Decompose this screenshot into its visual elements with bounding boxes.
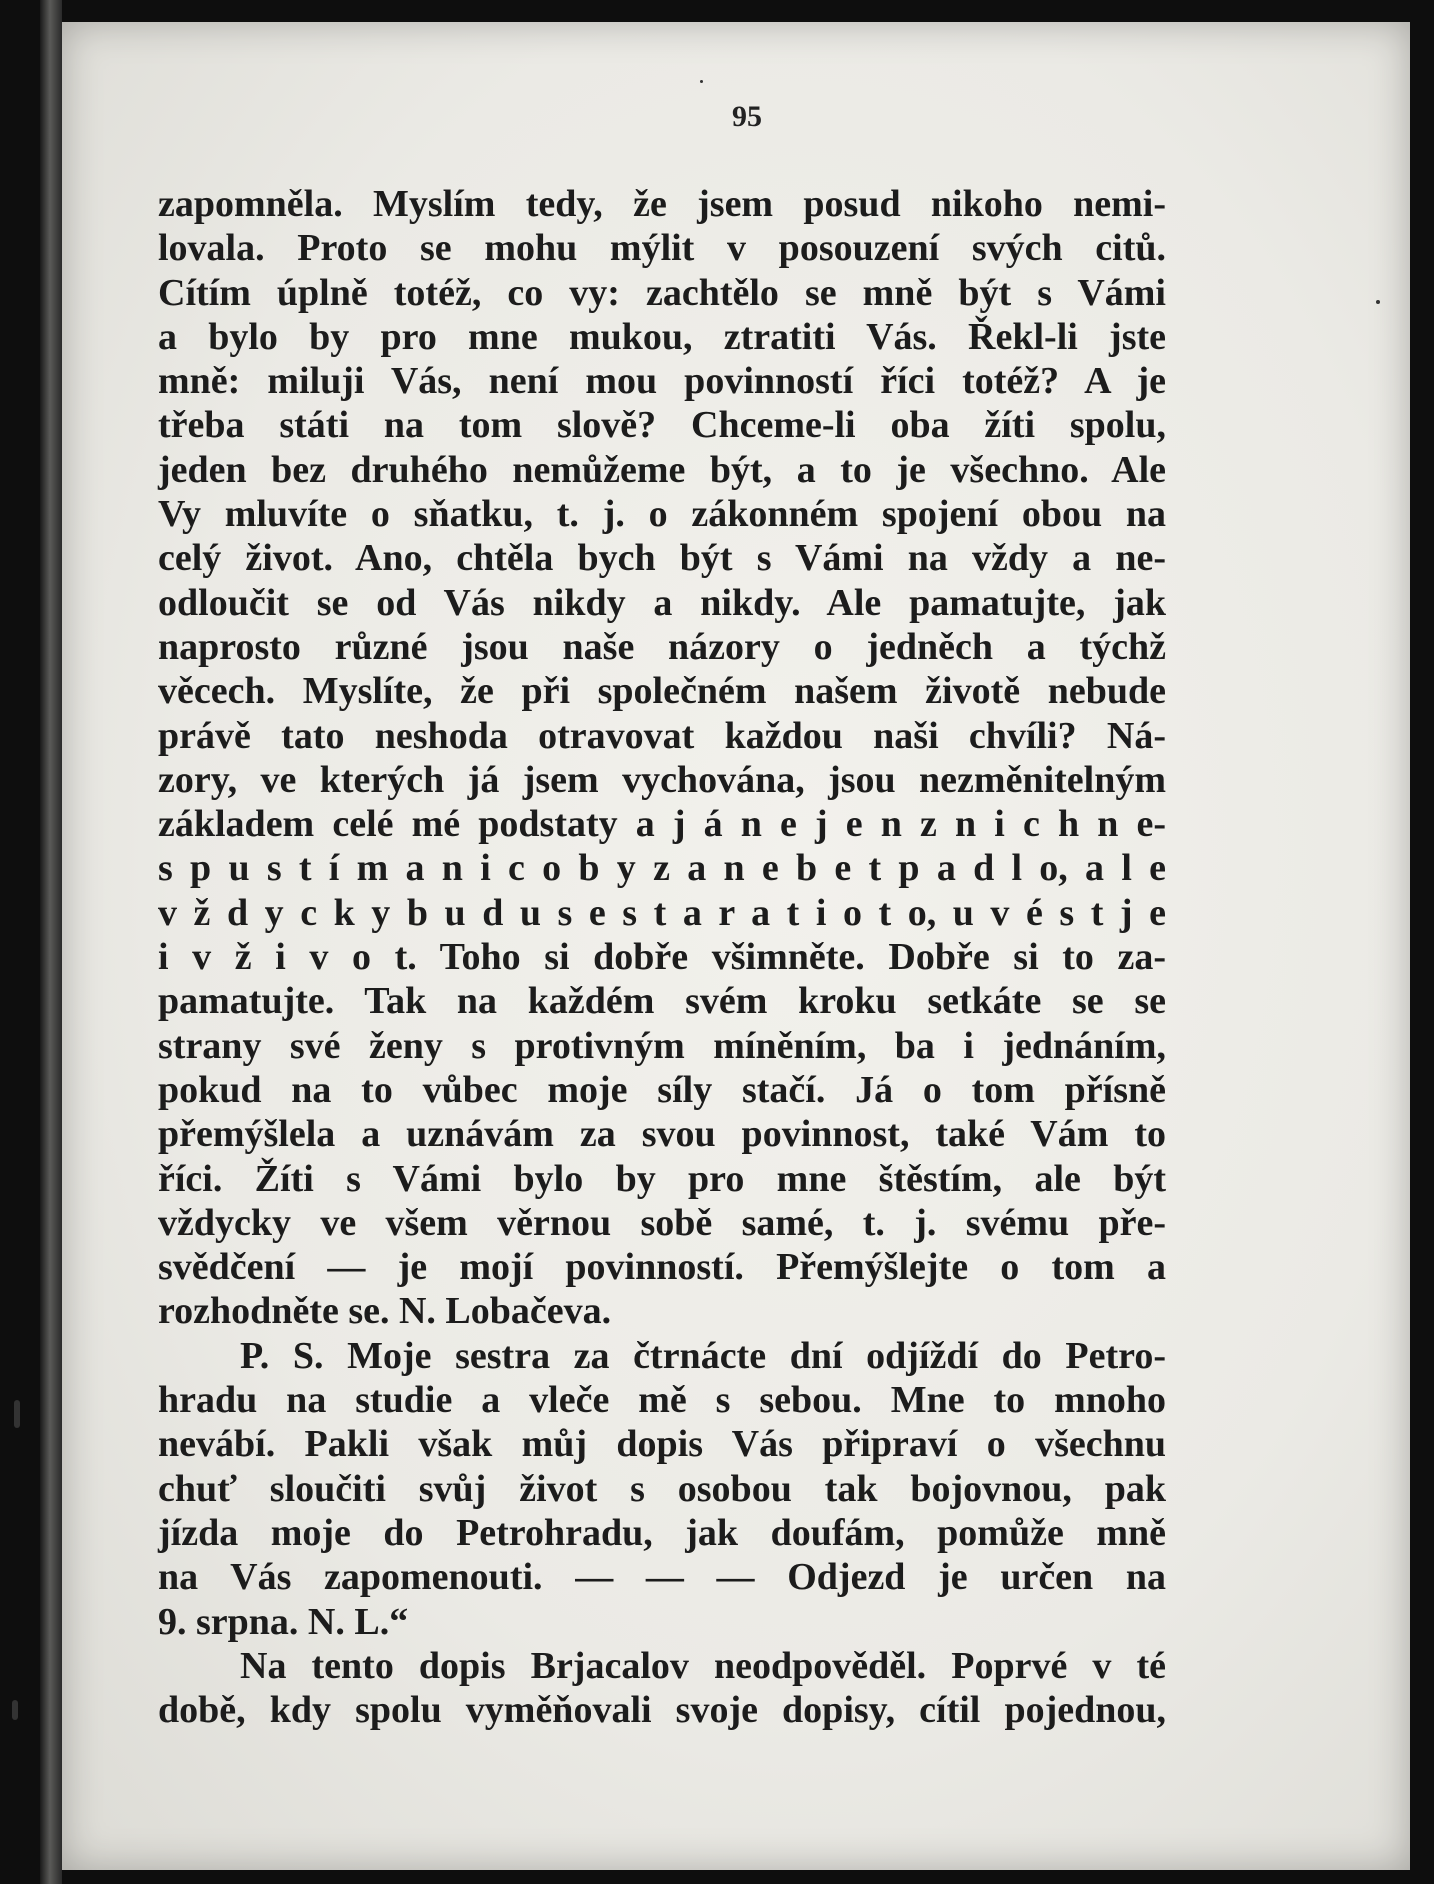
text-line: Na tento dopis Brjacalov neodpověděl. Poprvé v té (240, 1644, 1166, 1687)
ink-speck (14, 1400, 20, 1428)
text-line: 9. srpna. N. L.“ (158, 1600, 409, 1643)
text-line: chuť sloučiti svůj život s osobou tak bojovnou, pak (158, 1467, 1166, 1510)
text-line: P. S. Moje sestra za čtrnácte dní odjíždí do Petro- (240, 1334, 1166, 1377)
ink-speck (12, 1700, 18, 1720)
text-line: přemýšlela a uznávám za svou povinnost, také Vám to (158, 1113, 1166, 1156)
text-line: mně: miluji Vás, není mou povinností říci totéž? A je (158, 360, 1166, 403)
text-line: s p u s t í m a n i c o b y z a n e b e t p a d l o, a l e (158, 847, 1166, 890)
text-line: jeden bez druhého nemůžeme být, a to je všechno. Ale (158, 448, 1166, 491)
text-line: svědčení — je mojí povinností. Přemýšlejte o tom a (158, 1246, 1166, 1289)
text-line: Cítím úplně totéž, co vy: zachtělo se mně být s Vámi (158, 271, 1166, 314)
ink-speck (1376, 300, 1380, 304)
text-line: lovala. Proto se mohu mýlit v posouzení svých citů. (158, 227, 1166, 270)
ink-speck (700, 80, 703, 83)
text-line: i v ž i v o t. Toho si dobře všimněte. Dobře si to za- (158, 936, 1166, 979)
text-line: říci. Žíti s Vámi bylo by pro mne štěstím, ale být (158, 1157, 1166, 1200)
page-number: 95 (732, 100, 762, 133)
text-line: době, kdy spolu vyměňovali svoje dopisy, cítil pojednou, (158, 1689, 1166, 1732)
book-gutter (40, 0, 62, 1884)
text-line: na Vás zapomenouti. — — — Odjezd je určen na (158, 1556, 1166, 1599)
text-line: naprosto různé jsou naše názory o jedněch a týchž (158, 625, 1166, 668)
text-line: v ž d y c k y b u d u s e s t a r a t i o t o, u v é s t j e (158, 891, 1166, 934)
text-line: pokud na to vůbec moje síly stačí. Já o tom přísně (158, 1068, 1166, 1111)
text-line: rozhodněte se. N. Lobačeva. (158, 1290, 612, 1333)
text-line: pamatujte. Tak na každém svém kroku setkáte se se (158, 980, 1166, 1023)
text-line: vždycky ve všem věrnou sobě samé, t. j. svému pře- (158, 1201, 1166, 1244)
text-line: věcech. Myslíte, že při společném našem životě nebude (158, 670, 1166, 713)
text-line: základem celé mé podstaty a j á n e j e n z n i c h n e- (158, 803, 1166, 846)
text-line: odloučit se od Vás nikdy a nikdy. Ale pamatujte, jak (158, 581, 1166, 624)
text-line: strany své ženy s protivným míněním, ba i jednáním, (158, 1024, 1166, 1067)
body-text (158, 182, 1166, 1732)
text-line: hradu na studie a vleče mě s sebou. Mne to mnoho (158, 1379, 1166, 1422)
text-line: zory, ve kterých já jsem vychována, jsou nezměnitelným (158, 758, 1166, 801)
text-line: právě tato neshoda otravovat každou naši chvíli? Ná- (158, 714, 1166, 757)
text-line: jízda moje do Petrohradu, jak doufám, pomůže mně (158, 1511, 1166, 1554)
text-line: Vy mluvíte o sňatku, t. j. o zákonném spojení obou na (158, 493, 1166, 536)
text-line: třeba státi na tom slově? Chceme-li oba žíti spolu, (158, 404, 1166, 447)
text-line: zapomněla. Myslím tedy, že jsem posud nikoho nemi- (158, 183, 1166, 225)
text-line: nevábí. Pakli však můj dopis Vás připraví o všechnu (158, 1423, 1166, 1466)
text-line: a bylo by pro mne mukou, ztratiti Vás. Řekl-li jste (158, 315, 1166, 358)
text-line: celý život. Ano, chtěla bych být s Vámi na vždy a ne- (158, 537, 1166, 580)
